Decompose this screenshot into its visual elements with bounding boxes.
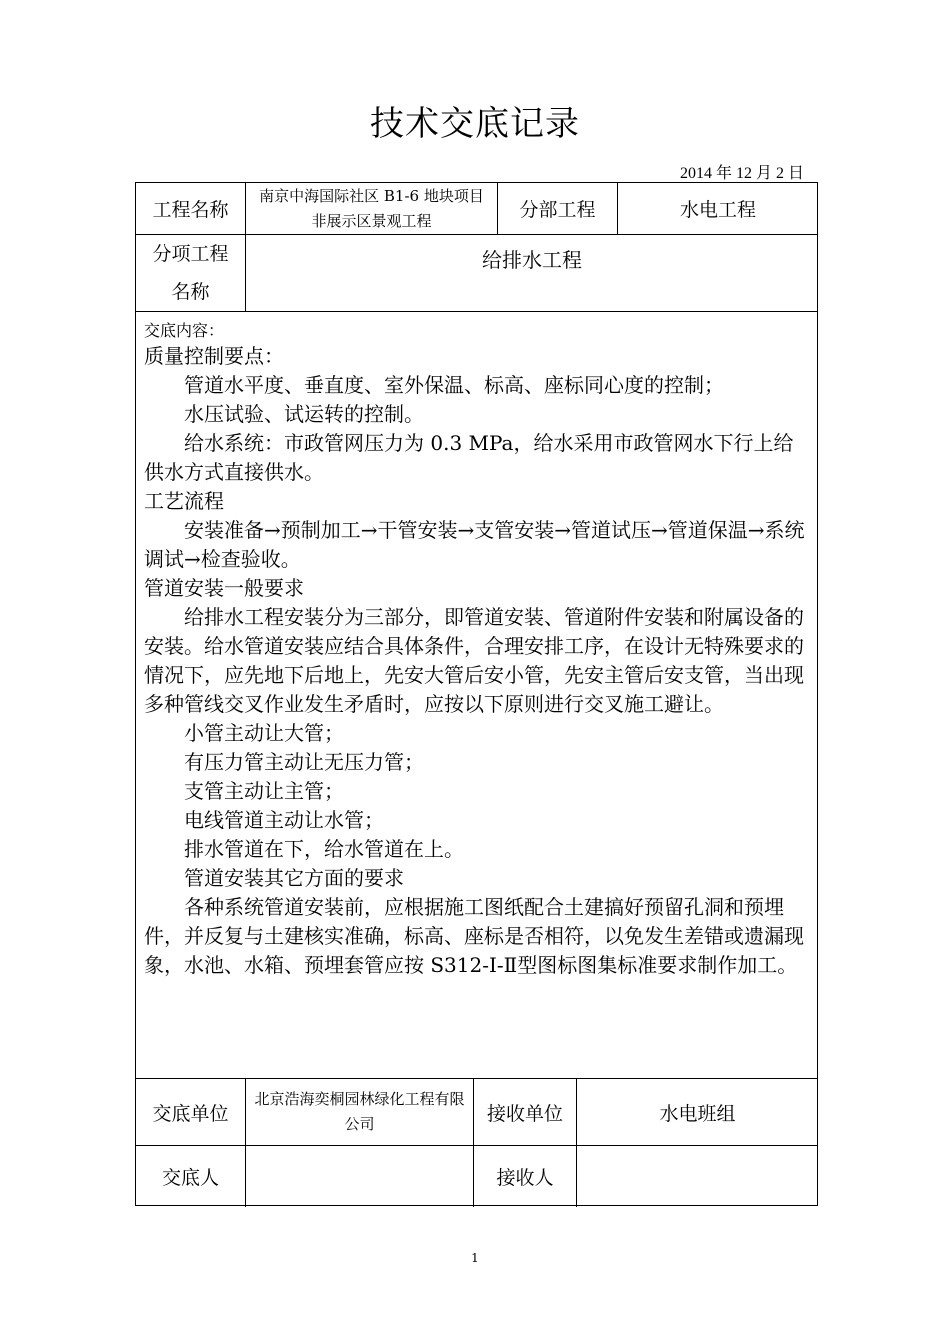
document-date: 2014 年 12 月 2 日 [679, 165, 804, 182]
content-paragraph: 有压力管主动让无压力管； [184, 750, 424, 774]
issuer-value: 北京浩海奕桐园林绿化工程有限公司 [254, 1090, 465, 1133]
presenter-value [246, 1146, 473, 1206]
subitem-label-line2: 名称 [171, 281, 210, 303]
receiver-label: 接收单位 [486, 1102, 563, 1125]
content-paragraph: 给水系统：市政管网压力为 0.3 MPa，给水采用市政管网水下行上给供水方式直接供水。 [144, 431, 794, 484]
division-value: 水电工程 [679, 199, 756, 221]
content-paragraph: 小管主动让大管； [184, 721, 344, 745]
content-header: 交底内容： [144, 321, 225, 340]
division-label: 分部工程 [519, 199, 596, 221]
presenter-label: 交底人 [161, 1166, 219, 1189]
content-paragraph: 管道安装一般要求 [144, 576, 304, 600]
page-number: 1 [471, 1251, 479, 1265]
content-paragraph: 电线管道主动让水管； [184, 808, 384, 832]
receiver-value: 水电班组 [659, 1102, 736, 1125]
project-name-value: 南京中海国际社区 B1-6 地块项目非展示区景观工程 [259, 186, 484, 230]
content-paragraph: 安装准备→预制加工→干管安装→支管安装→管道试压→管道保温→系统调试→检查验收。 [144, 518, 805, 571]
recipient-label: 接收人 [496, 1166, 554, 1189]
content-paragraph: 质量控制要点： [144, 344, 284, 368]
row-divider [136, 311, 817, 312]
content-paragraph: 各种系统管道安装前，应根据施工图纸配合土建搞好预留孔洞和预埋件，并反复与土建核实准确，标高、座标是否相符，以免发生差错或遗漏现象，水池、水箱、预埋套管应按 S312-Ⅰ-Ⅱ型图标图集标准要求制作加工。 [144, 895, 804, 977]
content-paragraph: 水压试验、试运转的控制。 [184, 402, 424, 426]
content-paragraph: 排水管道在下，给水管道在上。 [184, 837, 464, 861]
content-paragraph: 工艺流程 [144, 489, 224, 513]
content-paragraph: 管道安装其它方面的要求 [184, 866, 404, 890]
issuer-label: 交底单位 [152, 1102, 229, 1125]
project-name-label: 工程名称 [152, 199, 229, 221]
content-paragraphs [144, 342, 809, 980]
document-title: 技术交底记录 [370, 104, 580, 144]
recipient-value [577, 1146, 818, 1206]
content-paragraph: 管道水平度、垂直度、室外保温、标高、座标同心度的控制； [184, 373, 724, 397]
record-table [135, 182, 818, 1206]
subitem-label-line1: 分项工程 [152, 243, 229, 265]
subitem-label [136, 235, 245, 311]
content-paragraph: 给排水工程安装分为三部分，即管道安装、管道附件安装和附属设备的安装。给水管道安装应结合具体条件，合理安排工序，在设计无特殊要求的情况下，应先地下后地上，先安大管后安小管，先安主管后安支管，当出现多种管线交叉作业发生矛盾时，应按以下原则进行交叉施工避让。 [144, 605, 804, 716]
briefing-content [144, 320, 809, 980]
content-paragraph: 支管主动让主管； [184, 779, 344, 803]
subitem-value: 给排水工程 [482, 247, 582, 272]
